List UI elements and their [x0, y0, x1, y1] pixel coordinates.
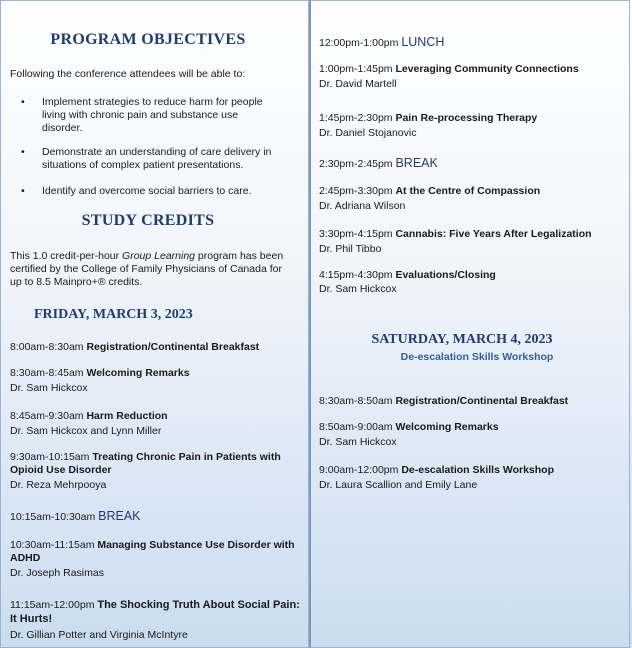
schedule-item	[10, 410, 300, 438]
credits-text-em: Group Learning	[122, 250, 196, 262]
session-speaker: Dr. Adriana Wilson	[319, 200, 406, 212]
session-time: 2:30pm-2:45pm	[319, 158, 396, 170]
session-title: The Shocking Truth About Social Pain: It Hurts!	[10, 599, 300, 625]
bullet-icon: •	[21, 146, 25, 158]
session-time: 11:15am-12:00pm	[10, 599, 98, 611]
schedule-item	[319, 112, 624, 140]
session-speaker: Dr. David Martell	[319, 78, 397, 90]
objective-text: Implement strategies to reduce harm for people living with chronic pain and substance use disorder.	[42, 96, 263, 134]
session-speaker: Dr. Laura Scallion and Emily Lane	[319, 479, 478, 491]
bullet-icon: •	[21, 96, 25, 108]
schedule-item	[319, 185, 624, 213]
schedule-item	[10, 510, 300, 524]
session-time: 8:50am-9:00am	[319, 421, 396, 433]
objective-item	[1, 96, 281, 135]
objective-item	[1, 185, 281, 198]
session-title: LUNCH	[401, 35, 445, 49]
credits-text-part: This 1.0 credit-per-hour	[10, 250, 123, 262]
session-time: 8:30am-8:45am	[10, 367, 87, 379]
session-speaker: Dr. Sam Hickcox	[10, 382, 88, 394]
session-speaker: Dr. Sam Hickcox and Lynn Miller	[10, 425, 162, 437]
session-time: 1:00pm-1:45pm	[319, 63, 396, 75]
session-speaker: Dr. Sam Hickcox	[319, 283, 397, 295]
schedule-item	[319, 421, 624, 449]
objective-text: Identify and overcome social barriers to care.	[42, 185, 252, 197]
session-title: Pain Re-processing Therapy	[395, 112, 538, 124]
session-time: 10:30am-11:15am	[10, 539, 98, 551]
session-time: 12:00pm-1:00pm	[319, 37, 402, 49]
schedule-item	[319, 36, 624, 50]
credits-text-part: program has been certified by the College of Family Physicians of Canada for up to 8.5 Mainpro+® credits.	[10, 250, 284, 288]
schedule-item	[319, 228, 629, 256]
session-speaker: Dr. Phil Tibbo	[319, 243, 382, 255]
session-title: BREAK	[98, 509, 141, 523]
schedule-item	[319, 63, 624, 91]
session-time: 10:15am-10:30am	[10, 511, 99, 523]
session-title: Welcoming Remarks	[395, 421, 499, 433]
schedule-item	[319, 395, 624, 408]
session-speaker: Dr. Gillian Potter and Virginia McIntyre	[10, 629, 188, 641]
session-time: 3:30pm-4:15pm	[319, 228, 396, 240]
objective-item	[1, 146, 281, 172]
session-title: Treating Chronic Pain in Patients with Opioid Use Disorder	[10, 451, 281, 476]
session-title: Registration/Continental Breakfast	[86, 341, 260, 353]
session-time: 9:00am-12:00pm	[319, 464, 402, 476]
session-speaker: Dr. Sam Hickcox	[319, 436, 397, 448]
objective-text: Demonstrate an understanding of care delivery in situations of complex patient presentations.	[42, 146, 272, 171]
session-title: BREAK	[395, 156, 438, 170]
session-time: 8:30am-8:50am	[319, 395, 396, 407]
session-speaker: Dr. Joseph Rasimas	[10, 567, 104, 579]
schedule-item	[10, 598, 300, 642]
schedule-item	[10, 341, 300, 354]
session-title: Registration/Continental Breakfast	[395, 395, 569, 407]
saturday-subheading: De-escalation Skills Workshop	[400, 351, 554, 363]
session-time: 8:00am-8:30am	[10, 341, 87, 353]
session-title: Harm Reduction	[86, 410, 168, 422]
schedule-item	[10, 539, 300, 580]
session-time: 9:30am-10:15am	[10, 451, 93, 463]
credits-text	[10, 250, 295, 289]
saturday-heading: SATURDAY, MARCH 4, 2023	[371, 332, 553, 347]
right-column	[309, 0, 630, 648]
objectives-heading: PROGRAM OBJECTIVES	[50, 31, 246, 48]
session-title: At the Centre of Compassion	[395, 185, 541, 197]
session-time: 8:45am-9:30am	[10, 410, 87, 422]
schedule-item	[319, 464, 624, 492]
session-title: Leveraging Community Connections	[395, 63, 579, 75]
left-column	[0, 0, 309, 648]
session-title: Evaluations/Closing	[395, 269, 496, 281]
session-speaker: Dr. Reza Mehrpooya	[10, 479, 107, 491]
bullet-icon: •	[21, 185, 25, 197]
session-time: 1:45pm-2:30pm	[319, 112, 396, 124]
friday-heading: FRIDAY, MARCH 3, 2023	[34, 307, 193, 322]
session-speaker: Dr. Daniel Stojanovic	[319, 127, 417, 139]
schedule-item	[319, 157, 624, 171]
schedule-item	[319, 269, 624, 296]
session-title: Welcoming Remarks	[86, 367, 190, 379]
objectives-intro: Following the conference attendees will be able to:	[10, 68, 246, 80]
session-title: Cannabis: Five Years After Legalization	[395, 228, 592, 240]
session-title: De-escalation Skills Workshop	[401, 464, 554, 476]
session-time: 2:45pm-3:30pm	[319, 185, 396, 197]
schedule-item	[10, 367, 300, 395]
credits-heading: STUDY CREDITS	[81, 212, 215, 229]
session-time: 4:15pm-4:30pm	[319, 269, 396, 281]
session-title: Managing Substance Use Disorder with ADHD	[10, 539, 295, 564]
schedule-item	[10, 451, 300, 492]
